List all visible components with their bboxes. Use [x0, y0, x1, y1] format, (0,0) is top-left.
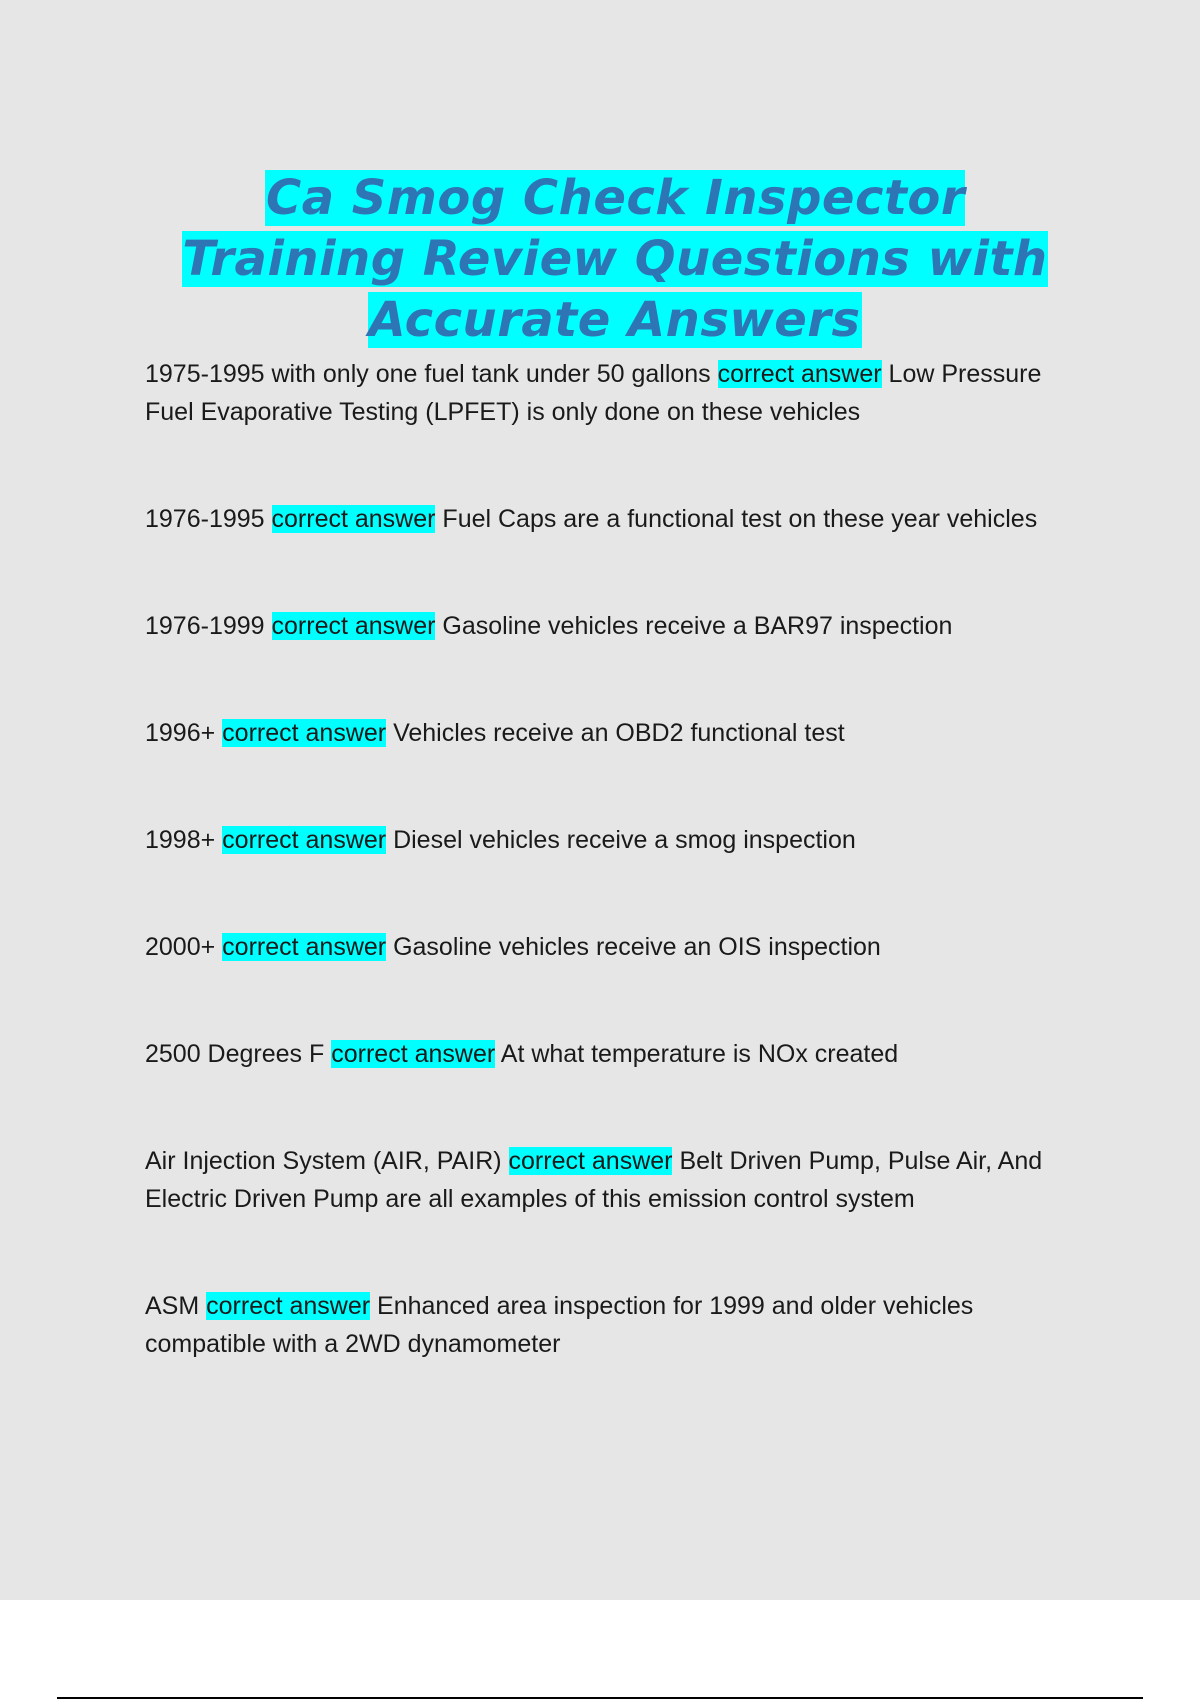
qa-answer: At what temperature is NOx created [500, 1040, 899, 1068]
correct-answer-label: correct answer [222, 933, 387, 961]
qa-term: 2000+ [145, 933, 216, 961]
qa-entry [145, 355, 1085, 431]
correct-answer-label: correct answer [222, 719, 387, 747]
footer-rule [57, 1697, 1143, 1699]
qa-term: 1975-1995 with only one fuel tank under 50 gallons [145, 360, 711, 388]
correct-answer-label: correct answer [206, 1292, 371, 1320]
correct-answer-label: correct answer [508, 1147, 673, 1175]
qa-term: 1976-1995 [145, 505, 265, 533]
qa-term: 1996+ [145, 719, 216, 747]
qa-term: 1998+ [145, 826, 216, 854]
qa-answer: Vehicles receive an OBD2 functional test [393, 719, 845, 747]
qa-entry [145, 928, 1085, 966]
qa-term: Air Injection System (AIR, PAIR) [145, 1147, 502, 1175]
correct-answer-label: correct answer [271, 612, 436, 640]
qa-answer: Belt Driven Pump, Pulse Air, And Electric Driven Pump are all examples of this emission control system [145, 1147, 1043, 1213]
qa-answer: Diesel vehicles receive a smog inspection [393, 826, 856, 854]
qa-answer: Gasoline vehicles receive a BAR97 inspection [442, 612, 953, 640]
qa-entry [145, 1142, 1085, 1218]
correct-answer-label: correct answer [331, 1040, 496, 1068]
qa-entry [145, 1287, 1085, 1363]
correct-answer-label: correct answer [222, 826, 387, 854]
qa-answer: Fuel Caps are a functional test on these year vehicles [442, 505, 1038, 533]
qa-term: 1976-1999 [145, 612, 265, 640]
title-highlight: Ca Smog Check Inspector Training Review Questions with Accurate Answers [182, 170, 1048, 348]
qa-entry [145, 500, 1085, 538]
qa-entry [145, 714, 1085, 752]
qa-answer: Low Pressure Fuel Evaporative Testing (LPFET) is only done on these vehicles [145, 360, 1042, 426]
document-content [145, 168, 1085, 1363]
qa-entry [145, 821, 1085, 859]
qa-answer: Enhanced area inspection for 1999 and older vehicles compatible with a 2WD dynamometer [145, 1292, 974, 1358]
qa-answer: Gasoline vehicles receive an OIS inspection [393, 933, 881, 961]
correct-answer-label: correct answer [271, 505, 436, 533]
correct-answer-label: correct answer [717, 360, 882, 388]
qa-term: ASM [145, 1292, 200, 1320]
qa-term: 2500 Degrees F [145, 1040, 325, 1068]
qa-entry [145, 607, 1085, 645]
qa-entry [145, 1035, 1085, 1073]
document-title [145, 168, 1085, 351]
